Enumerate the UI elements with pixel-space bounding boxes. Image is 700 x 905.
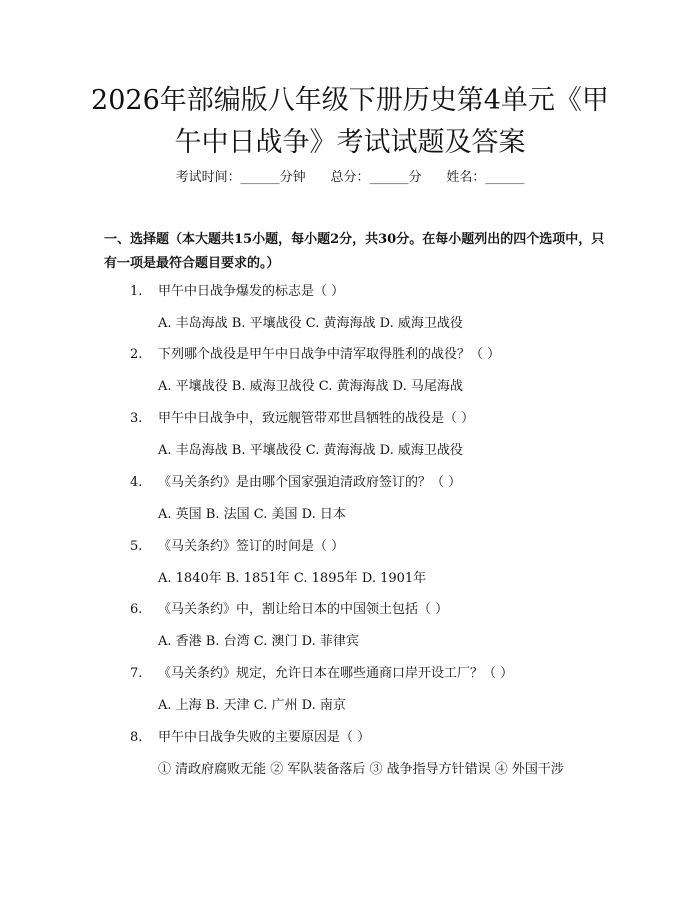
question-text: 甲午中日战争爆发的标志是（ ）	[158, 284, 345, 299]
exam-score-unit: 分	[408, 170, 422, 185]
question-5-options: A. 1840年 B. 1851年 C. 1895年 D. 1901年	[158, 571, 427, 586]
exam-title: 2026年部编版八年级下册历史第4单元《甲午中日战争》考试试题及答案	[91, 85, 609, 158]
question-3-options: A. 丰岛海战 B. 平壤战役 C. 黄海海战 D. 威海卫战役	[158, 443, 463, 458]
question-2	[130, 346, 500, 364]
exam-time-unit: 分钟	[279, 170, 306, 185]
question-number: 5.	[130, 539, 143, 554]
question-number: 6.	[130, 602, 143, 617]
question-text: 《马关条约》中，割让给日本的中国领土包括（ ）	[158, 602, 449, 617]
question-text: 《马关条约》规定，允许日本在哪些通商口岸开设工厂？（ ）	[158, 666, 514, 681]
question-4	[130, 474, 461, 492]
question-2-options: A. 平壤战役 B. 威海卫战役 C. 黄海海战 D. 马尾海战	[158, 379, 463, 394]
question-text: 甲午中日战争失败的主要原因是（ ）	[158, 730, 371, 745]
question-number: 2.	[130, 347, 143, 362]
question-text: 下列哪个战役是甲午中日战争中清军取得胜利的战役？（ ）	[158, 347, 501, 362]
question-4-options: A. 英国 B. 法国 C. 美国 D. 日本	[158, 507, 346, 522]
question-number: 7.	[130, 666, 143, 681]
exam-time-label: 考试时间：	[175, 170, 241, 185]
exam-name-label: 姓名：	[446, 170, 486, 185]
question-6	[130, 601, 448, 619]
question-8-options: ① 清政府腐败无能 ② 军队装备落后 ③ 战争指导方针错误 ④ 外国干涉	[158, 762, 564, 777]
question-3	[130, 410, 474, 428]
section-heading: 一、选择题（本大题共15小题，每小题2分，共30分。在每小题列出的四个选项中，只有一项是最符合题目要求的。）	[104, 232, 605, 271]
question-number: 4.	[130, 475, 143, 490]
question-1	[130, 283, 344, 301]
question-number: 1.	[130, 284, 143, 299]
question-6-options: A. 香港 B. 台湾 C. 澳门 D. 菲律宾	[158, 634, 359, 649]
question-text: 《马关条约》是由哪个国家强迫清政府签订的？（ ）	[158, 475, 462, 490]
exam-info-line	[0, 169, 700, 187]
question-1-options: A. 丰岛海战 B. 平壤战役 C. 黄海海战 D. 威海卫战役	[158, 316, 463, 331]
question-7-options: A. 上海 B. 天津 C. 广州 D. 南京	[158, 698, 346, 713]
question-number: 3.	[130, 411, 143, 426]
exam-score-label: 总分：	[330, 170, 370, 185]
question-text: 《马关条约》签订的时间是（ ）	[158, 539, 345, 554]
question-5	[130, 538, 344, 556]
question-8	[130, 729, 370, 747]
exam-score-blank: ______	[369, 170, 409, 185]
question-number: 8.	[130, 730, 143, 745]
exam-time-blank: ______	[240, 170, 280, 185]
question-7	[130, 665, 513, 683]
question-text: 甲午中日战争中，致远舰管带邓世昌牺牲的战役是（ ）	[158, 411, 475, 426]
exam-name-blank: ______	[485, 170, 525, 185]
